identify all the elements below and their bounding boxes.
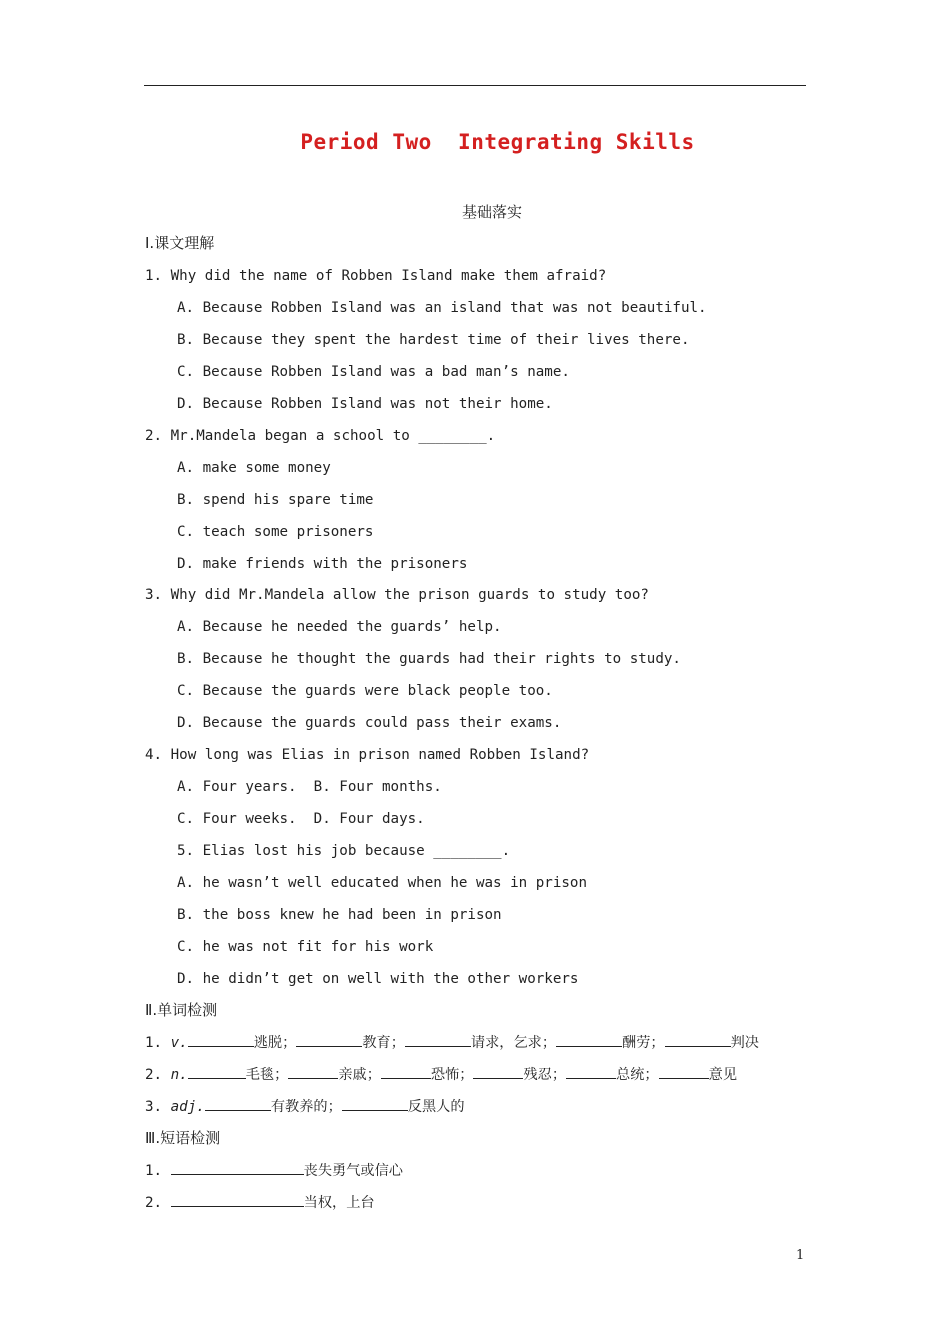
fill-blank[interactable] (171, 1192, 304, 1207)
answer-option: D. Because the guards could pass their exams. (177, 715, 562, 731)
answer-option: A. Because he needed the guards’ help. (177, 619, 502, 635)
answer-option: B. the boss knew he had been in prison (177, 907, 502, 923)
phrase-row (145, 1192, 375, 1213)
question-stem: 5. Elias lost his job because ________. (177, 843, 511, 859)
answer-option: D. make friends with the prisoners (177, 556, 468, 572)
answer-option: D. he didn’t get on well with the other workers (177, 971, 579, 987)
vocab-meaning: 亲戚； (338, 1067, 381, 1083)
vocab-meaning: 意见 (708, 1067, 738, 1083)
fill-blank[interactable] (171, 1160, 304, 1175)
section-subtitle: 基础落实 (461, 203, 522, 221)
phrase-meaning: 丧失勇气或信心 (303, 1163, 403, 1179)
vocab-meaning: 教育； (362, 1035, 405, 1051)
answer-option: C. teach some prisoners (177, 524, 374, 540)
part-of-speech: v. (170, 1035, 188, 1051)
question-stem: 2. Mr.Mandela began a school to ________. (145, 428, 496, 444)
phrase-meaning: 当权，上台 (303, 1195, 375, 1211)
row-number: 3. (145, 1099, 163, 1115)
vocab-meaning: 反黑人的 (407, 1099, 465, 1115)
section2-heading: Ⅱ.单词检测 (145, 1001, 218, 1019)
answer-option: A. he wasn’t well educated when he was in prison (177, 875, 587, 891)
vocab-meaning: 逃脱； (253, 1035, 297, 1051)
vocab-meaning: 恐怖； (430, 1067, 474, 1083)
answer-option: C. Because the guards were black people too. (177, 683, 553, 699)
fill-blank[interactable] (659, 1064, 709, 1079)
fill-blank[interactable] (381, 1064, 431, 1079)
answer-option: A. make some money (177, 460, 331, 476)
answer-option: B. Because they spent the hardest time of their lives there. (177, 332, 690, 348)
vocab-meaning: 请求，乞求； (470, 1035, 557, 1051)
fill-blank[interactable] (342, 1096, 408, 1111)
answer-option: C. Because Robben Island was a bad man’s name. (177, 364, 570, 380)
fill-blank[interactable] (405, 1032, 471, 1047)
row-number: 1. (145, 1035, 163, 1051)
answer-option: A. Four years. B. Four months. (177, 779, 442, 795)
row-number: 2. (145, 1195, 163, 1211)
part-of-speech: n. (170, 1067, 188, 1083)
row-number: 2. (145, 1067, 163, 1083)
vocab-row-adjectives (145, 1096, 465, 1117)
fill-blank[interactable] (188, 1064, 246, 1079)
fill-blank[interactable] (566, 1064, 616, 1079)
question-stem: 1. Why did the name of Robben Island make them afraid? (145, 268, 607, 284)
answer-option: D. Because Robben Island was not their home. (177, 396, 553, 412)
fill-blank[interactable] (556, 1032, 622, 1047)
row-number: 1. (145, 1163, 163, 1179)
vocab-row-verbs (145, 1032, 759, 1053)
vocab-meaning: 酬劳； (622, 1035, 665, 1051)
fill-blank[interactable] (665, 1032, 731, 1047)
section3-heading: Ⅲ.短语检测 (145, 1129, 221, 1147)
answer-option: C. he was not fit for his work (177, 939, 434, 955)
vocab-meaning: 残忍； (523, 1067, 567, 1083)
question-stem: 3. Why did Mr.Mandela allow the prison guards to study too? (145, 587, 649, 603)
question-stem: 4. How long was Elias in prison named Robben Island? (145, 747, 590, 763)
vocab-meaning: 判决 (730, 1035, 759, 1051)
page-number: 1 (796, 1248, 805, 1263)
vocab-meaning: 毛毯； (245, 1067, 289, 1083)
answer-option: B. Because he thought the guards had their rights to study. (177, 651, 681, 667)
answer-option: C. Four weeks. D. Four days. (177, 811, 425, 827)
answer-option: A. Because Robben Island was an island that was not beautiful. (177, 300, 707, 316)
fill-blank[interactable] (473, 1064, 523, 1079)
fill-blank[interactable] (288, 1064, 338, 1079)
header-rule (144, 85, 806, 86)
section1-heading: Ⅰ.课文理解 (145, 234, 215, 252)
part-of-speech: adj. (170, 1099, 205, 1115)
vocab-meaning: 总统； (616, 1067, 659, 1083)
page-title: Period Two Integrating Skills (300, 130, 695, 154)
answer-option: B. spend his spare time (177, 492, 374, 508)
phrase-row (145, 1160, 403, 1181)
fill-blank[interactable] (188, 1032, 254, 1047)
fill-blank[interactable] (205, 1096, 271, 1111)
vocab-row-nouns (145, 1064, 737, 1085)
vocab-meaning: 有教养的； (270, 1099, 342, 1115)
fill-blank[interactable] (296, 1032, 362, 1047)
